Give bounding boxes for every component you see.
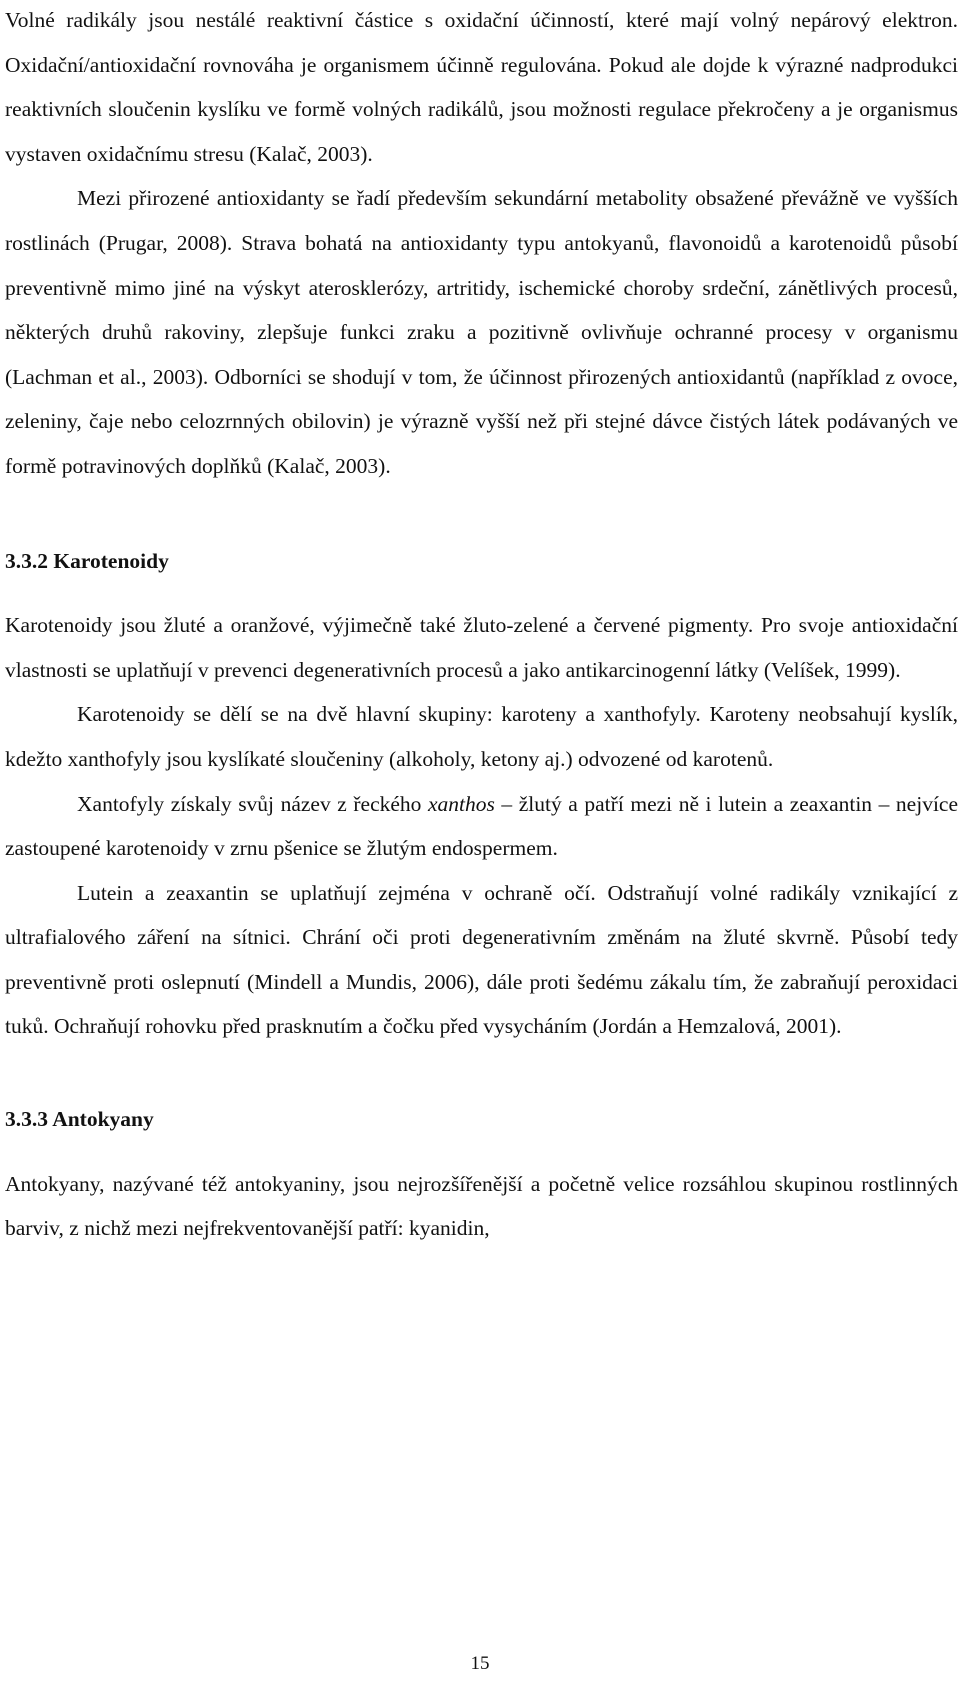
section-heading-anthocyanins: 3.3.3 Antokyany <box>5 1107 154 1132</box>
paragraph-natural-antioxidants: Mezi přirozené antioxidanty se řadí především sekundární metabolity obsažené převážně ve vyšších rostlinách (Prugar, 2008). Strava bohatá na antioxidanty typu antokyanů, flavonoidů a karotenoidů působí preventivně mimo jiné na výskyt aterosklerózy, artritidy, ischemické choroby srdeční, zánětlivých procesů, některých druhů rakoviny, zlepšuje funkci zraku a pozitivně ovlivňuje ochranné procesy v organismu (Lachman et al., 2003). Odborníci se shodují v tom, že účinnost přirozených antioxidantů (například z ovoce, zeleniny, čaje nebo celozrnných obilovin) je výrazně vyšší než při stejné dávce čistých látek podávaných ve formě potravinových doplňků (Kalač, 2003). <box>5 186 958 478</box>
spacer <box>5 1049 958 1093</box>
term-xanthos: xanthos <box>427 791 495 816</box>
paragraph-carotenoids-intro: Karotenoidy jsou žluté a oranžové, výjimečně také žluto-zelené a červené pigmenty. Pro svoje antioxidační vlastnosti se uplatňují v prevenci degenerativních procesů a jako antikarcinogenní látky (Velíšek, 1999). <box>5 613 958 682</box>
paragraph-lutein-zeaxanthin: Lutein a zeaxantin se uplatňují zejména v ochraně očí. Odstraňují volné radikály vznikající z ultrafialového záření na sítnici. Chrání oči proti degenerativním změnám na žluté skvrně. Působí tedy preventivně proti oslepnutí (Mindell a Mundis, 2006), dále proti šedému zákalu tím, že zabraňují peroxidaci tuků. Ochraňují rohovku před prasknutím a čočku před vysycháním (Jordán a Hemzalová, 2001). <box>5 880 958 1039</box>
page-number: 15 <box>470 1653 490 1674</box>
page-body <box>5 0 958 1251</box>
xanthophylls-text-end: – žlutý a patří mezi ně i lutein a zeaxantin – nejvíce zastoupené karotenoidy v zrnu pšenice se žlutým endospermem. <box>5 791 959 861</box>
xanthophylls-text-start: Xantofyly získaly svůj název z řeckého <box>77 791 428 816</box>
section-heading-carotenoids: 3.3.2 Karotenoidy <box>5 548 169 573</box>
spacer <box>5 489 958 533</box>
paragraph-xanthophylls <box>5 782 958 871</box>
paragraph-carotenoid-groups: Karotenoidy se dělí se na dvě hlavní skupiny: karoteny a xanthofyly. Karoteny neobsahují kyslík, kdežto xanthofyly jsou kyslíkaté sloučeniny (alkoholy, ketony aj.) odvozené od karotenů. <box>5 702 958 771</box>
paragraph-anthocyanins: Antokyany, nazývané též antokyaniny, jsou nejrozšířenější a početně velice rozsáhlou skupinou rostlinných barviv, z nichž mezi nejfrekventovanější patří: kyanidin, <box>5 1171 958 1241</box>
paragraph-free-radicals: Volné radikály jsou nestálé reaktivní částice s oxidační účinností, které mají volný nepárový elektron. Oxidační/antioxidační rovnováha je organismem účinně regulována. Pokud ale dojde k výrazné nadprodukci reaktivních sloučenin kyslíku ve formě volných radikálů, jsou možnosti regulace překročeny a je organismus vystaven oxidačnímu stresu (Kalač, 2003). <box>5 8 958 166</box>
